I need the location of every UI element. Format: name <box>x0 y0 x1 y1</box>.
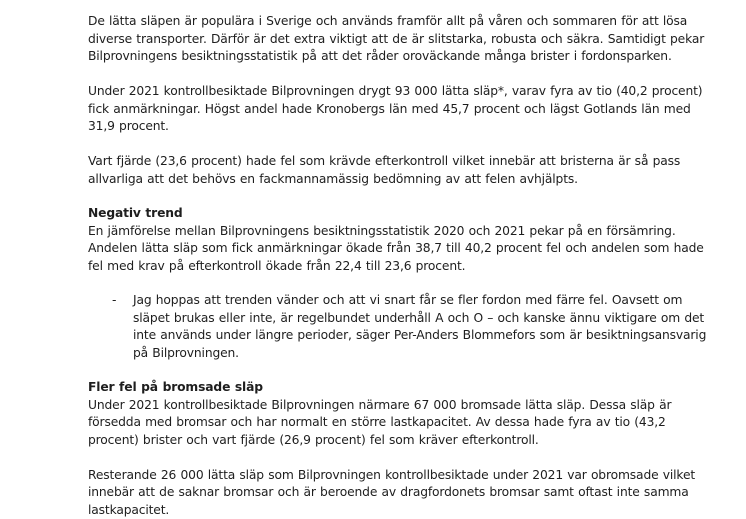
paragraph-comparison: En jämförelse mellan Bilprovningens besiktningsstatistik 2020 och 2021 pekar på en försämring. Andelen lätta släp som fick anmärkningar ökade från 38,7 till 40,2 procent fel och andelen som hade fel med krav på efterkontroll ökade från 22,4 till 23,6 procent. <box>88 223 708 276</box>
heading-braked-trailers: Fler fel på bromsade släp <box>88 379 708 397</box>
paragraph-follow-up: Vart fjärde (23,6 procent) hade fel som krävde efterkontroll vilket innebär att bristerna är så pass allvarliga att det behövs en fackmannamässig bedömning av att felen avhjälpts. <box>88 153 708 188</box>
document-page <box>88 13 708 519</box>
paragraph-braked-trailers: Under 2021 kontrollbesiktade Bilprovningen närmare 67 000 bromsade lätta släp. Dessa släp är försedda med bromsar och har normalt en större lastkapacitet. Av dessa hade fyra av tio (43,2 procent) brister och vart fjärde (26,9 procent) fel som kräver efterkontroll. <box>88 397 708 450</box>
heading-negative-trend: Negativ trend <box>88 205 708 223</box>
paragraph-intro: De lätta släpen är populära i Sverige och används framför allt på våren och sommaren för att lösa diverse transporter. Därför är det extra viktigt att de är slitstarka, robusta och säkra. Samtidigt pekar Bilprovningens besiktningsstatistik på att det råder oroväckande många brister i fordonsparken. <box>88 13 708 66</box>
paragraph-inspection-2021: Under 2021 kontrollbesiktade Bilprovningen drygt 93 000 lätta släp*, varav fyra av tio (40,2 procent) fick anmärkningar. Högst andel hade Kronobergs län med 45,7 procent och lägst Gotlands län med 31,9 procent. <box>88 83 708 136</box>
quote-dash: - <box>112 292 116 310</box>
quote-text: Jag hoppas att trenden vänder och att vi snart får se fler fordon med färre fel. Oavsett om släpet brukas eller inte, är regelbundet underhåll A och O – och kanske ännu viktigare om det inte används under längre perioder, säger Per-Anders Blommefors som är besiktningsansvarig på Bilprovningen. <box>133 293 706 360</box>
quote-block <box>88 292 708 362</box>
paragraph-unbraked-trailers: Resterande 26 000 lätta släp som Bilprovningen kontrollbesiktade under 2021 var obromsade vilket innebär att de saknar bromsar och är beroende av dragfordonets bromsar samt oftast inte samma lastkapacitet. <box>88 467 708 519</box>
